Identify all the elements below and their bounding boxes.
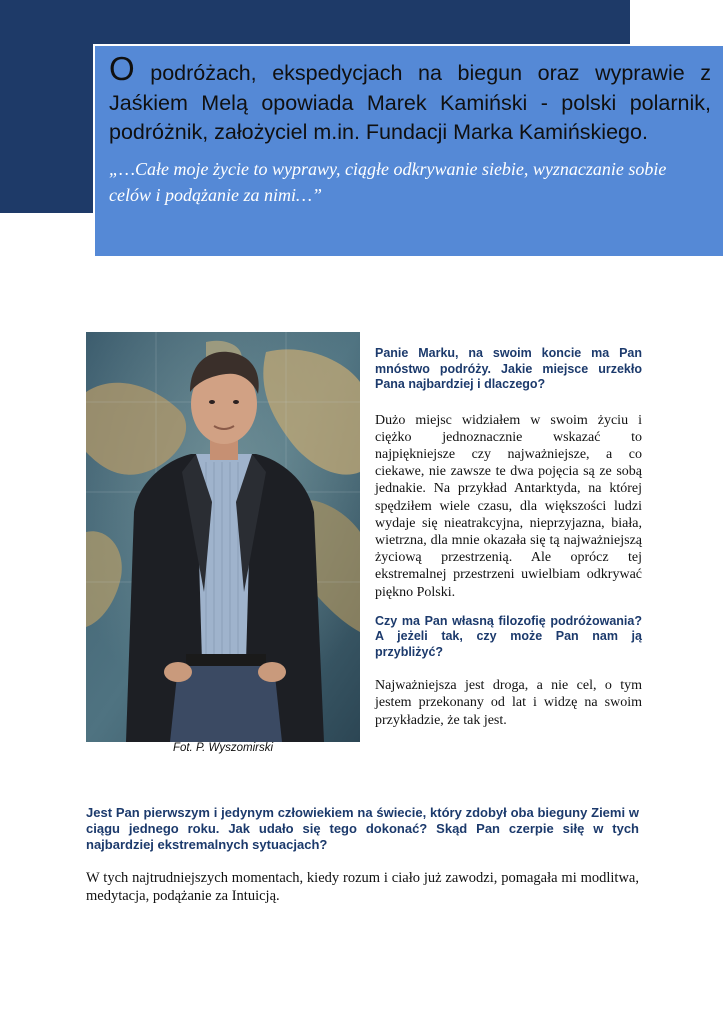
interview-right-column: [375, 346, 642, 729]
question-1: Panie Marku, na swoim koncie ma Pan mnóstwo podróży. Jakie miejsce urzekło Pana najbardziej i dlaczego?: [375, 346, 642, 391]
intro-box: [93, 44, 725, 258]
question-2: Czy ma Pan własną filozofię podróżowania? A jeżeli tak, czy może Pan nam ją przybliżyć?: [375, 613, 642, 659]
portrait-illustration: [86, 332, 360, 742]
interview-bottom-section: [86, 805, 639, 905]
intro-quote: „…Całe moje życie to wyprawy, ciągłe odkrywanie siebie, wyznaczanie sobie celów i podążanie za nimi…”: [109, 158, 667, 205]
answer-1: Dużo miejsc widziałem w swoim życiu i ciężko jednoznacznie wskazać to najpiękniejsze czy najważniejsze, a co ciekawe, nie zawsze te dwa pojęcia są ze sobą jednakie. Na przykład Antarktyda, na której spędziłem wiele czasu, dla większości ludzi wydaje się nieatrakcyjna, nieprzyjazna, biała, wietrzna, dla mnie okazała się tą najważniejszą życiową przestrzenią. Ale oprócz tej ekstremalnej przestrzeni uwielbiam odkrywać piękno Polski.: [375, 412, 642, 600]
photo-caption: Fot. P. Wyszomirski: [172, 742, 274, 754]
intro-text: podróżach, ekspedycjach na biegun oraz wyprawie z Jaśkiem Melą opowiada Marek Kamiński - polski polarnik, podróżnik, założyciel m.in. Fundacji Marka Kamińskiego.: [109, 61, 711, 144]
portrait-photo: [86, 332, 360, 742]
intro-paragraph: [109, 50, 711, 148]
drop-cap: O: [109, 50, 135, 87]
answer-3: W tych najtrudniejszych momentach, kiedy rozum i ciało już zawodzi, pomagała mi modlitwa, medytacja, podążanie za Intuicją.: [86, 870, 639, 904]
question-3: Jest Pan pierwszym i jedynym człowiekiem na świecie, który zdobył oba bieguny Ziemi w ciągu jednego roku. Jak udało się tego dokonać? Skąd Pan czerpie siłę w tych najbardziej ekstremalnych sytuacjach?: [86, 805, 639, 852]
answer-2: Najważniejsza jest droga, a nie cel, o tym jestem przekonany od lat i widzę na swoim przykładzie, że tak jest.: [375, 678, 642, 728]
